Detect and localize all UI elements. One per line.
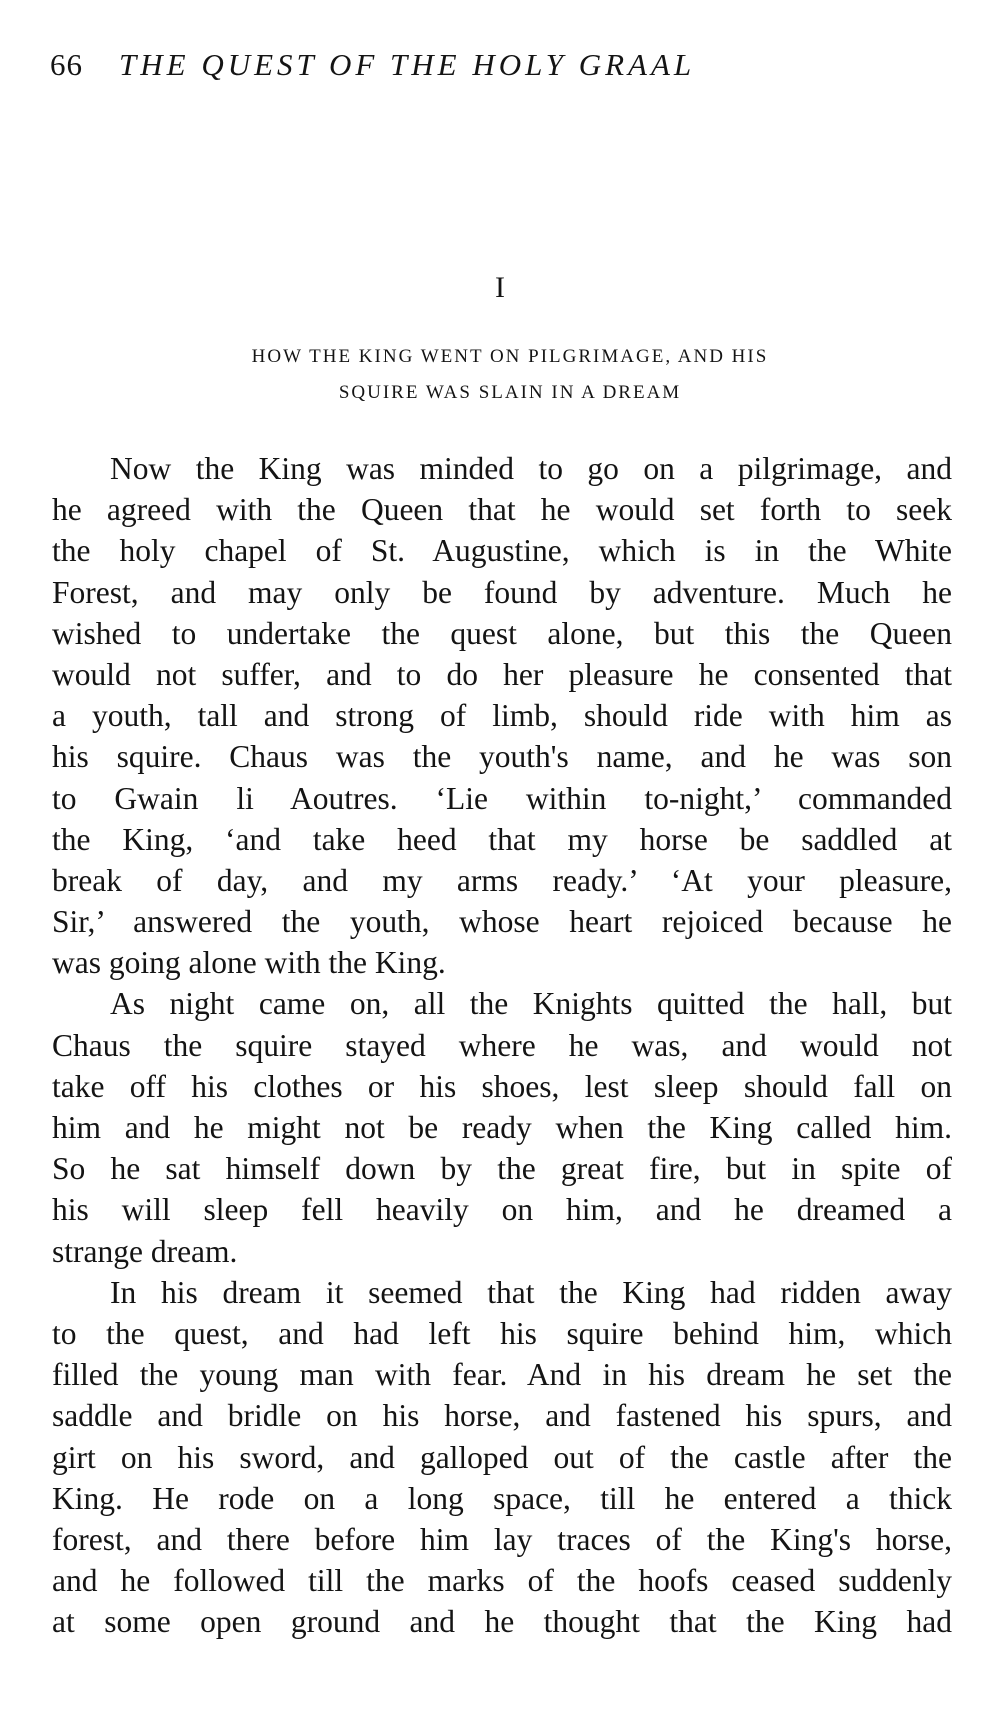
text-line: forest, and there before him lay traces of the King's horse, — [52, 1521, 952, 1557]
chapter-heading-line: HOW THE KING WENT ON PILGRIMAGE, AND HIS — [251, 346, 769, 367]
chapter-heading-line: SQUIRE WAS SLAIN IN A DREAM — [338, 382, 682, 403]
text-line: break of day, and my arms ready.’ ‘At your pleasure, — [52, 862, 952, 898]
text-line: As night came on, all the Knights quitted the hall, but — [110, 986, 952, 1022]
text-line: his will sleep fell heavily on him, and he dreamed a — [52, 1192, 952, 1228]
text-line: at some open ground and he thought that the King had — [52, 1604, 952, 1640]
text-line: take off his clothes or his shoes, lest sleep should fall on — [52, 1068, 952, 1104]
text-line: King. He rode on a long space, till he entered a thick — [52, 1480, 952, 1516]
text-line: girt on his sword, and galloped out of the castle after the — [52, 1439, 952, 1475]
text-line: a youth, tall and strong of limb, should ride with him as — [52, 698, 952, 734]
book-title: THE QUEST OF THE HOLY GRAAL — [119, 47, 696, 82]
text-line: and he followed till the marks of the hoofs ceased suddenly — [52, 1563, 952, 1599]
text-line: So he sat himself down by the great fire, but in spite of — [52, 1151, 952, 1187]
text-line: him and he might not be ready when the King called him. — [52, 1110, 952, 1145]
text-line: the King, ‘and take heed that my horse be saddled at — [52, 821, 952, 857]
text-line: was going alone with the King. — [52, 945, 446, 981]
body-text — [52, 448, 952, 1642]
text-line: saddle and bridle on his horse, and fastened his spurs, and — [52, 1398, 952, 1434]
chapter-numeral: I — [495, 271, 505, 304]
text-line: to the quest, and had left his squire behind him, which — [52, 1315, 952, 1351]
text-line: wished to undertake the quest alone, but this the Queen — [52, 615, 952, 651]
text-line: the holy chapel of St. Augustine, which is in the White — [52, 533, 952, 569]
text-line: his squire. Chaus was the youth's name, and he was son — [52, 739, 952, 775]
text-line: In his dream it seemed that the King had ridden away — [110, 1274, 952, 1310]
text-line: strange dream. — [52, 1233, 238, 1269]
running-head — [50, 40, 880, 90]
text-line: Forest, and may only be found by adventure. Much he — [52, 574, 952, 610]
text-line: to Gwain li Aoutres. ‘Lie within to-night,’ commanded — [52, 780, 952, 816]
text-line: Now the King was minded to go on a pilgrimage, and — [110, 451, 952, 486]
text-line: Sir,’ answered the youth, whose heart rejoiced because he — [52, 904, 952, 940]
page-number: 66 — [50, 47, 83, 82]
text-line: would not suffer, and to do her pleasure he consented that — [52, 656, 952, 692]
text-line: Chaus the squire stayed where he was, and would not — [52, 1027, 952, 1063]
text-line: he agreed with the Queen that he would set forth to seek — [52, 492, 952, 528]
text-line: filled the young man with fear. And in his dream he set the — [52, 1357, 952, 1393]
chapter-heading — [60, 339, 960, 411]
